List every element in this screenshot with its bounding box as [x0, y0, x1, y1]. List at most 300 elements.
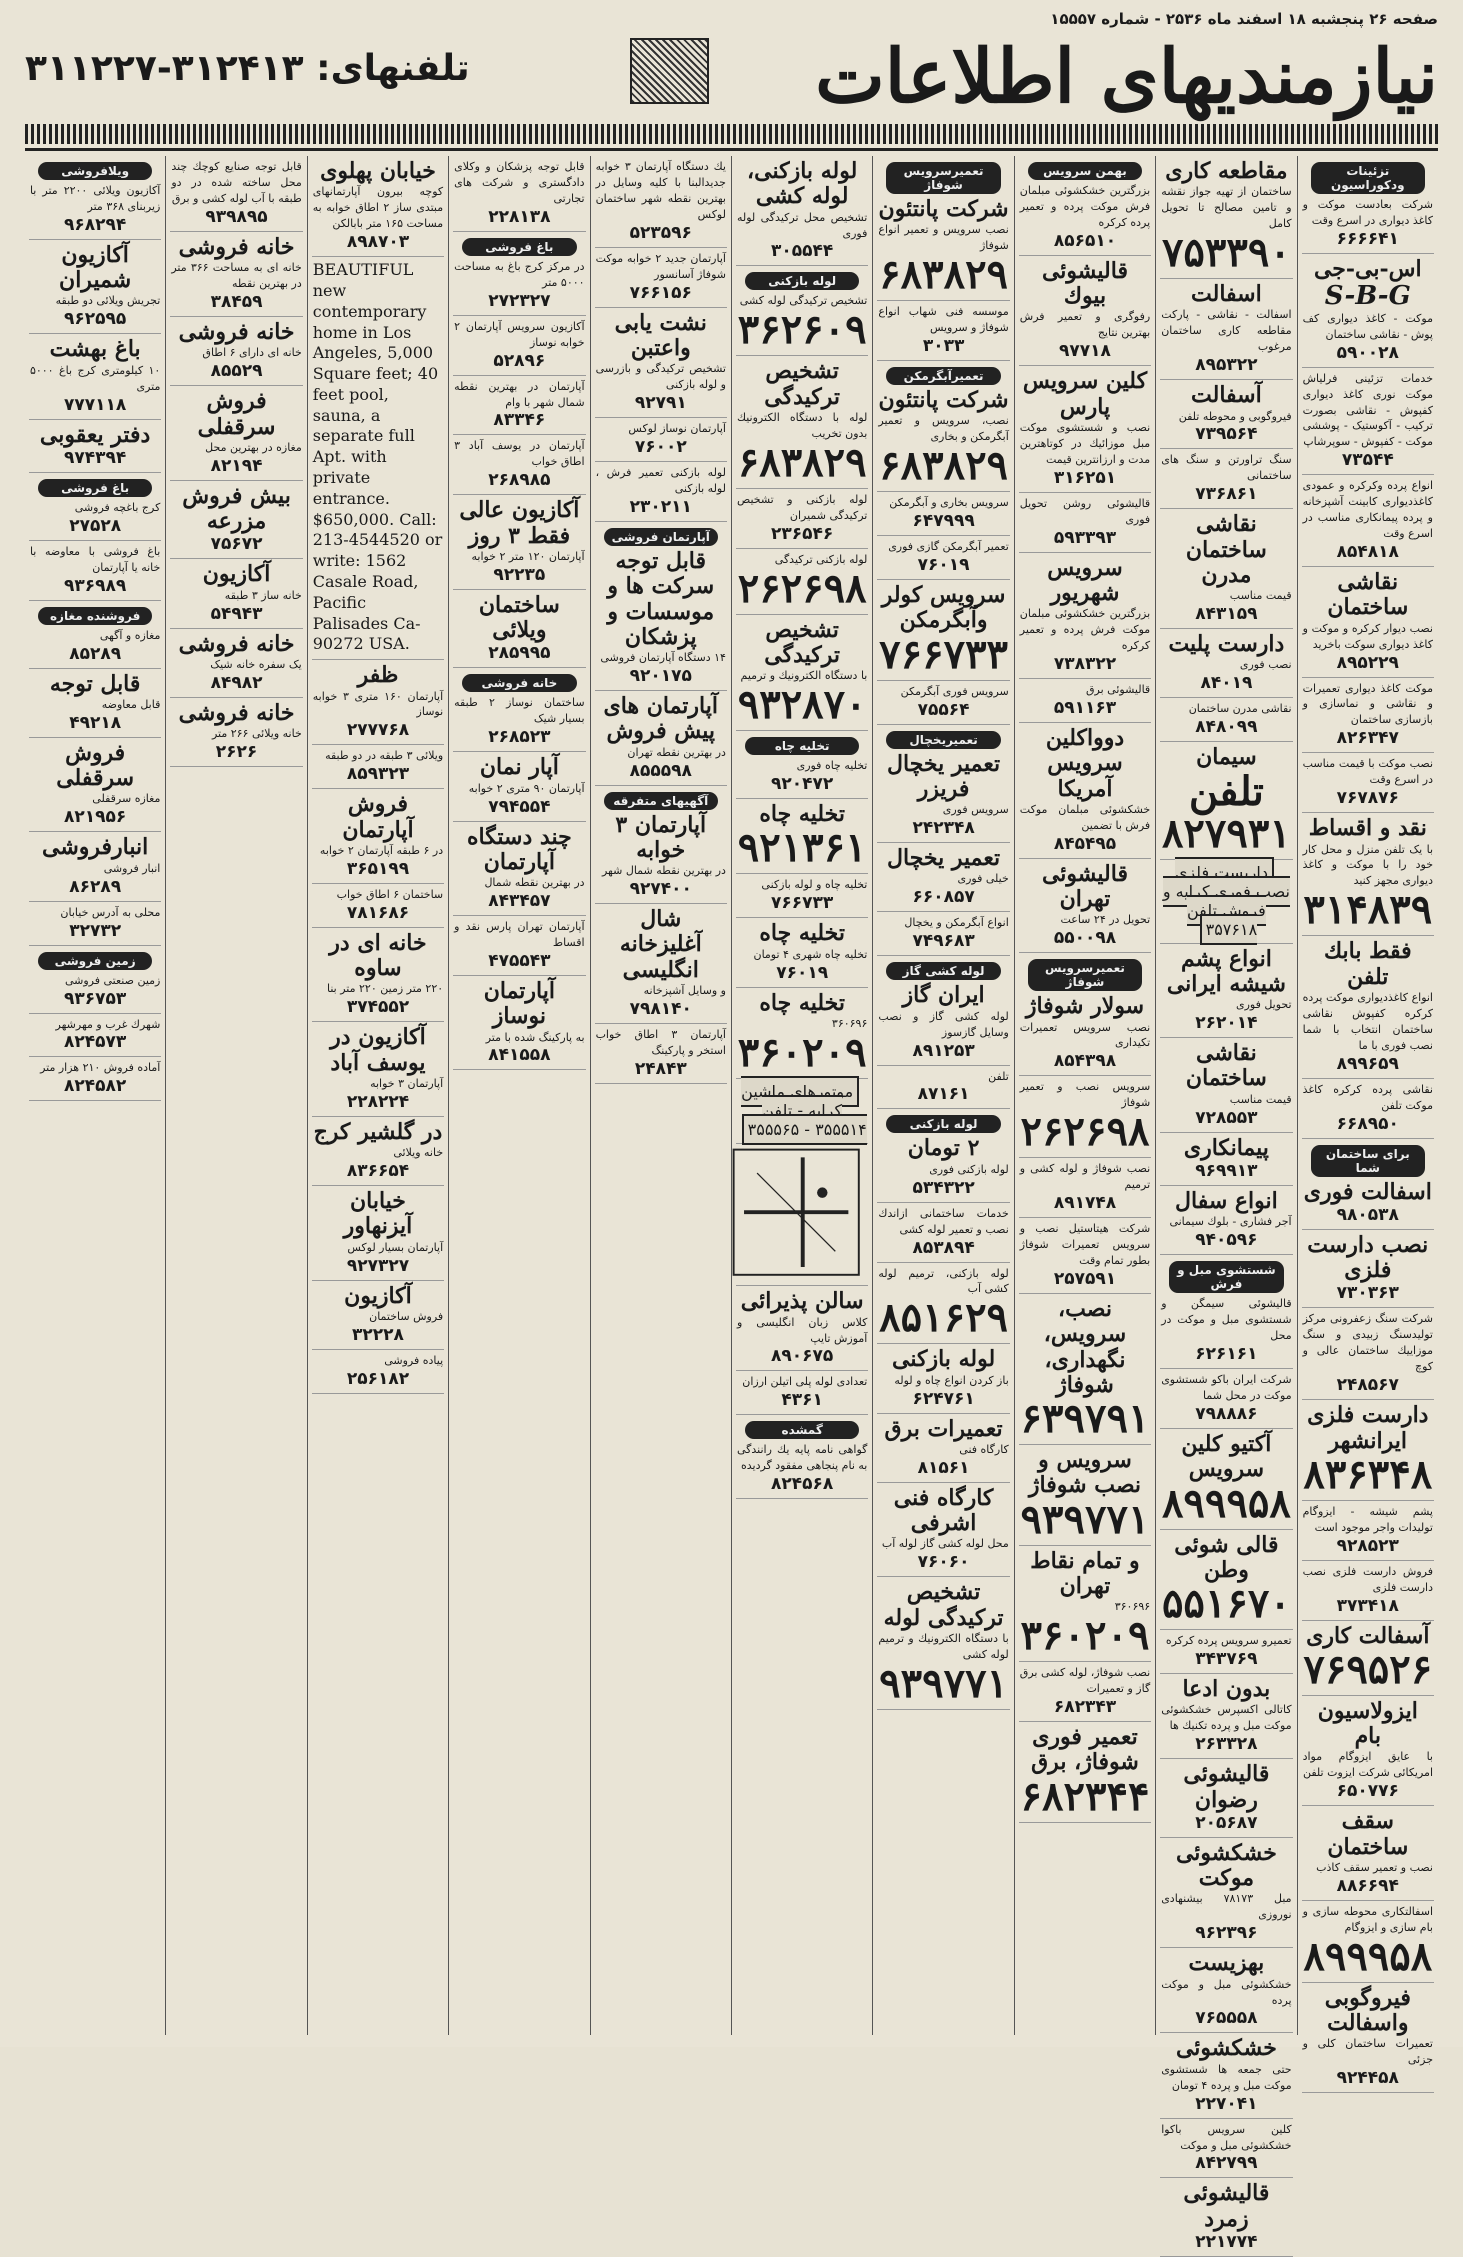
ad-phone: ۹۳۶۷۵۳ — [64, 988, 127, 1009]
ad-phone: ۵۲۳۵۹۶ — [629, 222, 692, 243]
ad-body: در بهترين نقطه تهران — [627, 745, 726, 759]
ad-title: بيش فروش مزرعه — [182, 482, 291, 535]
classified-ad — [1302, 753, 1434, 813]
ad-body: خانه ويلائى ۲۶۶ متر — [211, 727, 302, 741]
classified-ad — [877, 725, 1009, 844]
ad-phone: ۸۹۹۶۵۹ — [1336, 1053, 1399, 1074]
ad-title: فروش سرقفلى — [56, 739, 135, 792]
ad-phone: ۷۶۷۸۷۶ — [1336, 788, 1399, 809]
ad-phone: ۲۶۲۰۱۴ — [1195, 1013, 1258, 1034]
classified-ad — [736, 799, 868, 874]
ad-phone-large: ۹۳۲۸۷۰ — [737, 681, 867, 729]
ad-phone: ۹۶۲۳۹۶ — [1195, 1923, 1258, 1944]
ad-phone: ۳۲۲۲۸ — [352, 1324, 404, 1345]
ad-body: آماده فروش ۲۱۰ هزار متر — [40, 1061, 161, 1075]
ad-title: انبارفروشى — [42, 834, 149, 861]
ad-body: تعميرات ساختمان كلى و جزئى — [1302, 2037, 1433, 2067]
ad-body: آپارتمان ۳ خوابه — [370, 1076, 444, 1090]
ad-body: آپارتمان ۱۶۰ مترى ۳ خوابه نوساز — [312, 689, 444, 719]
ad-body: محل لوله كشى گاز لوله آب — [881, 1537, 1009, 1551]
ad-body: خيلى فورى — [957, 872, 1009, 886]
ad-body: قابل معاوضه — [101, 697, 161, 711]
ad-title: ساختمان ويلائى — [478, 591, 560, 644]
classified-ad — [1019, 1722, 1151, 1823]
ad-body: لوله بازكنى فورى — [929, 1162, 1009, 1176]
ad-phone-large: ۷۵۳۳۹۰ — [1161, 229, 1291, 277]
ad-phone-large: ۲۶۲۶۹۸ — [1020, 1108, 1150, 1156]
ad-title: فيروگوبى واسفالت — [1324, 1984, 1411, 2037]
ad-phone: ۲۰۵۶۸۷ — [1195, 1812, 1258, 1833]
classified-ad — [312, 156, 444, 257]
ad-title: سرويس كولر وآبگرمكن — [881, 582, 1006, 634]
ad-category-heading: گمشده — [745, 1421, 859, 1439]
ad-phone: ۶۶۶۶۴۱ — [1336, 228, 1399, 249]
ad-phone: ۳۰۳۳ — [922, 336, 965, 357]
classified-ad — [29, 832, 161, 901]
ad-phone-large: ۷۶۹۵۲۶ — [1303, 1645, 1433, 1693]
ad-body: تشخيص تركيدگى و بازرسى و لوله بازكنى — [595, 362, 726, 392]
ad-title: شال آغليزخانه انگليسى — [619, 906, 702, 983]
ad-title: و تمام نقاط تهران — [1030, 1547, 1140, 1600]
ad-category-heading: لوله كشى گاز — [886, 962, 1000, 980]
masthead-decorative-band — [25, 124, 1438, 144]
classified-ad — [312, 1022, 444, 1117]
ad-phone: ۲۲۷۰۴۱ — [1195, 2093, 1258, 2114]
ad-phone: ۷۷۷۱۱۸ — [64, 394, 127, 415]
ad-title: فروش سرقفلى — [197, 388, 276, 440]
ad-title: دارست پليت — [1168, 631, 1285, 658]
classified-ad — [595, 308, 727, 418]
classified-ad — [1302, 1308, 1434, 1400]
ad-phone: ۹۲۸۵۲۳ — [1336, 1535, 1399, 1556]
ad-phone-large: ۷۶۶۷۳۳ — [879, 630, 1009, 678]
ad-title: تخليه چاه — [759, 920, 845, 947]
ad-phone: ۷۵۵۶۴ — [917, 699, 970, 720]
ad-phone: ۸۴۰۱۹ — [1200, 673, 1253, 694]
ad-phone: ۷۳۹۵۶۴ — [1195, 424, 1258, 445]
ad-body: بزرگترين خشكشوئى مبلمان موكت فرش پرده و تعمير كركره — [1019, 607, 1151, 653]
classified-ad — [1160, 380, 1292, 449]
ad-body: سرويس بخارى و آبگرمكن — [889, 496, 1009, 510]
ad-title: ظفر — [357, 662, 399, 689]
ad-title: انواع سفال — [1175, 1187, 1278, 1214]
ad-body: ۱۰ كيلومترى كرج باغ ۵۰۰۰ مترى — [29, 363, 161, 393]
ad-phone: ۸۲۱۹۵۶ — [64, 807, 127, 828]
ad-body: تشخيص تركيدگى لوله كشى — [739, 294, 868, 308]
ad-phone: ۲۶۸۵۲۳ — [488, 727, 551, 748]
ad-title: ايران گاز — [902, 982, 985, 1009]
ad-title: آكازيون — [344, 1282, 412, 1309]
ad-body: ۳۶۰۶۹۶ — [831, 1016, 868, 1030]
ad-title: اسفالت — [1191, 281, 1262, 308]
classified-ad — [1302, 1696, 1434, 1806]
ad-phone: ۵۹۰۰۲۸ — [1336, 342, 1399, 363]
classified-ad — [453, 976, 585, 1071]
ad-body: نصب فورى — [1239, 658, 1292, 672]
classified-ad — [736, 266, 868, 356]
ad-phone: ۲۳۰۲۱۱ — [629, 496, 692, 517]
ad-category-heading: بهمن سرويس — [1028, 162, 1142, 180]
ad-phone: ۲۲۸۱۳۸ — [488, 206, 551, 227]
ad-column — [872, 156, 1013, 2035]
ad-body: موکت کاغذ دیواری تعمیرات و نقاشی و نماسازی و بازسازی ساختمان — [1302, 681, 1433, 727]
ad-phone: ۹۷۴۳۹۴ — [64, 447, 127, 468]
ad-body: سرويس فورى — [942, 803, 1009, 817]
ad-phone: ۹۲۲۳۵ — [493, 564, 546, 585]
ad-body: تخليه چاه فورى — [796, 759, 868, 773]
ad-category-heading: لوله بازكنى — [745, 272, 859, 290]
classified-ad — [1160, 449, 1292, 509]
ad-body: آكازيون سرويس آپارتمان ۲ خوابه نوساز — [454, 319, 585, 349]
classified-ad — [736, 731, 868, 799]
ad-phone: ۹۴۰۵۹۶ — [1195, 1230, 1258, 1251]
ad-phone: ۴۹۲۱۸ — [69, 712, 122, 733]
location-map — [731, 1262, 861, 1281]
ad-title: آكتيو كلين سرويس — [1181, 1430, 1272, 1483]
ad-phone: ۵۵۰۰۹۸ — [1053, 928, 1117, 949]
classified-ad — [1160, 1759, 1292, 1838]
ad-phone-large: ۳۶۰۲۰۹ — [1020, 1612, 1150, 1660]
ad-phone: ۷۴۹۶۸۳ — [912, 931, 975, 952]
classified-ad — [736, 874, 868, 918]
ad-category-heading: باغ فروشى — [462, 238, 576, 256]
ad-body: ۲۲۰ متر زمين ۲۲۰ متر بنا — [327, 982, 444, 996]
ad-title: آكازيون عالى فقط ۳ روز — [459, 497, 580, 549]
ad-title: آپارتمان ۳ خوابه — [615, 811, 707, 863]
ad-phone: ۵۹۱۱۶۳ — [1053, 697, 1117, 718]
ad-title: بهزيست — [1188, 1950, 1265, 1977]
ad-phone-large: ۹۳۹۷۷۱ — [1020, 1495, 1150, 1543]
classified-ad — [1302, 936, 1434, 1078]
ad-title: آسفالت — [1191, 382, 1262, 409]
ad-category-heading: تعميرآبگرمكن — [886, 367, 1000, 385]
ad-phone: ۵۴۹۴۳ — [210, 603, 263, 624]
ad-column — [165, 156, 306, 2035]
ad-body: انواع پرده وکرکره و عمودی کاغذدیواری کابینت آشپزخانه و پرده پیمانکاری مناسب در اسرع وقت — [1302, 479, 1433, 541]
ad-phone: ۹۶۹۹۱۳ — [1195, 1160, 1258, 1181]
ad-phone: ۸۵۴۸۱۸ — [1336, 542, 1399, 563]
classified-ad — [453, 376, 585, 436]
classified-ad — [1302, 475, 1434, 567]
ad-phone: ۸۲۶۳۴۷ — [1336, 728, 1399, 749]
classified-ad — [29, 946, 161, 1014]
ad-phone: ۸۲۴۵۸۲ — [64, 1076, 127, 1097]
classified-ad — [1160, 2033, 1292, 2118]
ad-phone: ۲۷۷۷۶۸ — [346, 720, 410, 741]
classified-ad — [877, 843, 1009, 912]
ad-title: سيمان — [1196, 744, 1257, 771]
classified-ad — [877, 956, 1009, 1065]
classified-ad — [1160, 2178, 1292, 2257]
ad-body: تعدادى لوله پلی اتيلن ارزان — [742, 1375, 868, 1389]
classified-ad — [1160, 509, 1292, 629]
ad-phone: ۸۴۳۱۵۹ — [1195, 604, 1258, 625]
classified-ad — [1302, 1901, 1434, 1983]
classified-ad — [453, 916, 585, 976]
ad-body: فروش دارست فلزى نصب دارست فلزى — [1302, 1564, 1433, 1594]
classified-ad — [1019, 156, 1151, 256]
ad-title: قاليشوئى بيوك — [1041, 257, 1128, 310]
classified-ad — [877, 1203, 1009, 1263]
classified-ad — [312, 789, 444, 884]
ad-phone: ۲۶۳۳۲۸ — [1195, 1734, 1258, 1755]
classified-ad — [29, 420, 161, 473]
ad-phone: ۸۹۵۳۲۲ — [1195, 355, 1258, 376]
ad-column — [590, 156, 731, 2035]
classified-ad — [595, 691, 727, 786]
ad-phone: ۸۹۰۶۷۵ — [771, 1346, 834, 1367]
ad-body: آكازيون ويلائى ۲۲۰۰ متر با زيربناى ۳۶۸ متر — [29, 184, 161, 213]
ad-body: مبل ۷۸۱۷۳ بیشنهادی نوروزی — [1161, 1892, 1292, 1922]
classified-ad — [736, 356, 868, 488]
ad-title: خانه فروشى — [178, 233, 295, 260]
ad-title: نقاشی ساختمان — [1327, 569, 1409, 621]
ad-body: پياده فروشى — [384, 1353, 444, 1367]
classified-ad — [1160, 944, 1292, 1039]
ad-phone: ۶۵۰۷۷۶ — [1336, 1781, 1399, 1802]
masthead-title: نیازمندیهای اطلاعات — [815, 34, 1438, 120]
classified-ad — [453, 495, 585, 590]
ad-phone: ۸۴۹۸۲ — [210, 672, 263, 693]
ad-body: آپارتمان بسيار لوكس — [347, 1240, 444, 1254]
ad-body: حتى جمعه ها شستشوى موكت مبل و پرده ۴ تومان — [1161, 2062, 1292, 2092]
ad-phone: ۸۹۵۲۲۹ — [1336, 652, 1399, 673]
ad-phone: ۸۹۱۷۴۸ — [1053, 1193, 1117, 1214]
ad-phone: ۷۶۶۱۵۶ — [629, 282, 692, 303]
ad-phone: ۸۹۱۲۵۳ — [912, 1040, 975, 1061]
ad-title: تخليه چاه — [759, 801, 845, 828]
ad-phone: ۹۲۰۴۷۲ — [771, 774, 834, 795]
ad-body: آپارتمان نوساز لوكس — [628, 422, 726, 436]
ad-phone: ۷۳۰۳۶۳ — [1336, 1283, 1399, 1304]
classified-ad — [1160, 860, 1292, 944]
classified-ad — [1160, 1674, 1292, 1759]
ad-phone: ۲۵۶۱۸۲ — [346, 1368, 410, 1389]
ad-phone: ۷۹۸۱۴۰ — [629, 998, 692, 1019]
ad-phone: ۷۹۸۸۸۶ — [1195, 1403, 1258, 1424]
classified-ad — [312, 1117, 444, 1186]
classified-ad — [1302, 368, 1434, 476]
ad-column — [731, 156, 872, 2035]
ad-title: شركت پانتئون — [878, 387, 1009, 414]
classified-ad — [1302, 1139, 1434, 1230]
classified-ad — [1019, 953, 1151, 1076]
ad-phone: ۸۲۴۵۷۳ — [64, 1032, 127, 1053]
classified-ad — [877, 492, 1009, 536]
ad-body: گواهى نامه پايه يك رانندگى به نام پنجاهى مفقود گرديده — [736, 1443, 868, 1473]
classified-ad — [1019, 493, 1151, 553]
classified-ad — [595, 1024, 727, 1084]
ad-title: آكازيون — [202, 561, 271, 588]
ad-category-heading: تعميرسرويس شوفاژ — [886, 162, 1000, 194]
ad-phone: ۹۷۷۱۸ — [1059, 341, 1111, 362]
ad-phone: ۵۲۸۹۶ — [493, 350, 546, 371]
ad-category-heading: آگهيهاى متفرقه — [604, 792, 718, 810]
ad-phone: ۹۳۶۹۸۹ — [64, 575, 127, 596]
boxed-ad: موتورهاى ماشين كرايه - تلفن ۳۵۵۵۱۴ - ۳۵۵۵۶۵ — [741, 1076, 867, 1145]
classified-ad — [736, 1415, 868, 1499]
ad-phone: ۲۵۷۵۹۱ — [1053, 1268, 1117, 1289]
ad-title: قاليشوئى تهران — [1041, 860, 1128, 912]
ad-title: تشخيص تركيدگى — [764, 358, 841, 410]
ad-body: در بهترين نقطه شمال — [484, 876, 585, 890]
classified-ad — [170, 559, 302, 628]
ad-title: اس-بی-جی — [1313, 255, 1422, 282]
masthead-phones: تلفنهای: ۳۱۲۴۱۳-۳۱۱۲۲۷ — [25, 48, 470, 89]
ad-body: شركت هيتاستيل نصب و سرويس تعميرات شوفاژ بطور تمام وقت — [1019, 1222, 1151, 1267]
ad-phone-large: ۳۶۲۶۰۹ — [737, 306, 867, 354]
ad-phone: ۸۳۳۴۶ — [493, 410, 546, 431]
ad-body: شركت سنگ زعفرونى مركز توليدسنگ زبيدى و سنگ موزاييك ساختمان عالى و كوچ — [1302, 1312, 1433, 1374]
classified-ad — [1019, 723, 1151, 859]
classified-ad — [1019, 1158, 1151, 1218]
classified-ad — [877, 156, 1009, 301]
ad-column — [1014, 156, 1155, 2035]
ad-title: شركت پانتئون — [878, 196, 1009, 222]
ad-body: نصب و شستشوى موكت مبل موزائيك در كوتاهترين مدت و ارزانترين قيمت — [1019, 420, 1151, 466]
boxed-ad: داربست فلزى نصب فورى كرايه و فروش تلفن ۳۵۷۶۱۸ — [1163, 857, 1290, 945]
classified-ad — [453, 232, 585, 316]
ad-title: تعميرات برق — [884, 1415, 1003, 1442]
ad-body: با دستگاه الكترونيك و ترميم — [740, 669, 868, 683]
ad-body: لوله بازكنى، ترميم لوله كشى آب — [878, 1266, 1009, 1296]
ad-body: قاليشوئى روشن تحويل فورى — [1019, 496, 1151, 526]
ad-body: زمين صنعتى فروشى — [64, 973, 161, 987]
classified-ad — [736, 489, 868, 549]
ad-phone: ۸۵۴۳۹۸ — [1053, 1051, 1117, 1072]
ad-phone: ۸۳۶۶۵۴ — [346, 1161, 410, 1182]
ad-category-heading: خانه فروشى — [462, 674, 576, 692]
ad-phone: ۸۹۸۷۰۳ — [346, 232, 410, 253]
ad-body: آپارتمان ۳ اطاق خواب استخر و پاركينگ — [595, 1027, 726, 1057]
ad-category-heading: باغ فروشى — [38, 479, 152, 497]
ad-phone: ۲۳۶۵۴۶ — [771, 523, 834, 544]
ad-body: آپارتمان تهران پارس نقد و اقساط — [454, 920, 585, 950]
ad-title: فروش آپارتمان — [342, 791, 414, 843]
ad-body: نصب، سرويس و تعمير آبگرمكن و بخارى — [878, 414, 1009, 444]
classified-ad — [312, 928, 444, 1023]
ad-body: كرج باغچه فروشى — [74, 500, 161, 514]
ad-body: آپارتمان ۱۲۰ متر ۲ خوابه — [471, 549, 585, 563]
ad-phone-large: ۸۳۶۳۴۸ — [1303, 1450, 1433, 1498]
ad-body: آپارتمان در بهترين نقطه شمال شهر با وام — [454, 379, 585, 409]
ad-body: باغ فروشى با معاوضه با خانه يا آپارتمان — [29, 544, 161, 574]
classified-ad — [877, 1483, 1009, 1578]
ad-phone: ۳۷۳۴۱۸ — [1336, 1595, 1399, 1616]
ad-title: سرويس و نصب شوفاژ — [1028, 1447, 1142, 1499]
ad-body: نصب دیوار کرکره و موکت و کاغذ دیواری سوکت باخرید — [1302, 621, 1433, 651]
ad-phone: ۶۶۰۸۵۷ — [912, 887, 975, 908]
ad-phone: ۳۱۶۲۵۱ — [1053, 467, 1117, 488]
classified-ad — [29, 669, 161, 738]
ad-body: كوچه بيرون آپارتمانهاى مبتدى ساز ۲ اطاق خوابه به مساحت ۱۶۵ متر بابالكن — [312, 185, 444, 231]
ad-category-heading: براى ساختمان شما — [1311, 1145, 1425, 1177]
ad-title: لوله بازكنى — [892, 1346, 996, 1373]
ad-title: انواع پشم شيشه ايرانى — [1166, 945, 1286, 997]
ad-body: پشم شيشه - ايزوگام توليدات واجر موجود است — [1302, 1504, 1433, 1534]
classified-ad — [736, 988, 868, 1079]
ad-title: باغ بهشت — [49, 336, 141, 363]
classified-ad — [877, 912, 1009, 956]
classified-ad — [1019, 1662, 1151, 1722]
ad-phone-large: ۶۳۹۷۹۱ — [1020, 1395, 1150, 1443]
classified-ad — [877, 1066, 1009, 1110]
ad-title: ۲ تومان — [907, 1135, 980, 1162]
ad-title: سالن پذيرائى — [740, 1288, 864, 1315]
classified-ad — [1302, 1400, 1434, 1501]
ad-title: سقف ساختمان — [1327, 1808, 1409, 1860]
classified-columns — [25, 156, 1438, 2253]
ad-body: قاليشوئى سيمگن و شستشوى مبل و موكت در محل — [1161, 1297, 1292, 1343]
ad-body: باز كردن انواع چاه و لوله — [894, 1373, 1009, 1387]
classified-ad — [170, 629, 302, 698]
classified-ad — [595, 522, 727, 691]
classified-ad — [1302, 1561, 1434, 1621]
classified-ad — [877, 1577, 1009, 1709]
ad-phone: ۷۶۶۷۳۳ — [771, 893, 834, 914]
ad-body: لوله بازكنى تعمير فرش ، لوله بازكنى — [595, 466, 726, 495]
classified-ad — [29, 902, 161, 946]
classified-ad — [1160, 1838, 1292, 1948]
classified-ad — [736, 1371, 868, 1415]
classified-ad — [1160, 698, 1292, 742]
classified-ad — [312, 660, 444, 745]
classified-ad — [1019, 366, 1151, 492]
ad-title: آپارتمان هاى پيش فروش — [603, 693, 718, 745]
ad-phone: ۲۴۲۳۴۸ — [912, 818, 975, 839]
ad-phone-large: ۶۸۳۸۲۹ — [879, 251, 1009, 299]
ad-phone-large: ۶۸۲۳۴۴ — [1020, 1772, 1150, 1820]
ad-body: قيمت مناسب — [1229, 1092, 1292, 1106]
header-rule — [25, 148, 1438, 151]
ad-phone: ۸۲۱۹۴ — [210, 455, 263, 476]
ad-body: شركت ايران باكو شستشوى موكت در محل شما — [1161, 1373, 1292, 1402]
ad-body: ساختمان نوساز ۲ طبقه بسيار شيک — [454, 696, 585, 726]
classified-ad — [736, 1079, 868, 1144]
ad-phone: ۸۶۲۸۹ — [69, 876, 122, 897]
ad-phone: ۷۳۸۳۲۲ — [1053, 653, 1117, 674]
classified-ad — [453, 590, 585, 669]
ad-phone: ۳۰۵۵۴۴ — [771, 241, 834, 262]
ad-body: در مركز كرج باغ به مساحت ۵۰۰۰ متر — [454, 259, 585, 289]
ad-title: بدون ادعا — [1182, 1676, 1271, 1703]
ad-body: نصب سرويس و تعمير انواع شوفاژ — [878, 223, 1009, 253]
ad-title: آكازيون شميران — [59, 241, 132, 294]
ad-body: موسسه فنى شهاب انواع شوفاژ و سرويس — [878, 305, 1009, 335]
classified-ad — [1160, 1948, 1292, 2033]
ad-category-heading: تخليه چاه — [745, 737, 859, 755]
ad-phone-large: ۳۶۰۲۰۹ — [737, 1028, 867, 1076]
classified-ad — [877, 361, 1009, 492]
ad-body: انبار فروشى — [103, 861, 161, 875]
ad-phone: ۷۶۰۶۰ — [917, 1552, 970, 1573]
classified-ad — [312, 257, 444, 660]
classified-ad — [1160, 1369, 1292, 1429]
ad-title: تعمير فورى شوفاژ، برق — [1031, 1724, 1139, 1776]
classified-ad — [170, 156, 302, 232]
ad-body: لوله بازكنى تركيدگى — [774, 552, 868, 566]
ad-title: قالى شوئى وطن — [1174, 1531, 1279, 1583]
ad-phone: ۸۴۱۵۵۸ — [488, 1045, 551, 1066]
ad-body: كارگاه فنى — [959, 1442, 1009, 1456]
ad-body: ساختمان از تهيه جواز نقشه و تامين مصالح تا تحويل كامل — [1161, 185, 1292, 231]
ad-body: خانه ساز ۳ طبقه — [224, 588, 302, 602]
classified-ad — [29, 240, 161, 335]
classified-ad — [736, 615, 868, 732]
ad-phone: ۷۳۶۸۶۱ — [1195, 484, 1258, 505]
ad-phone: ۲۶۸۹۸۵ — [488, 470, 551, 491]
classified-ad — [1019, 859, 1151, 954]
